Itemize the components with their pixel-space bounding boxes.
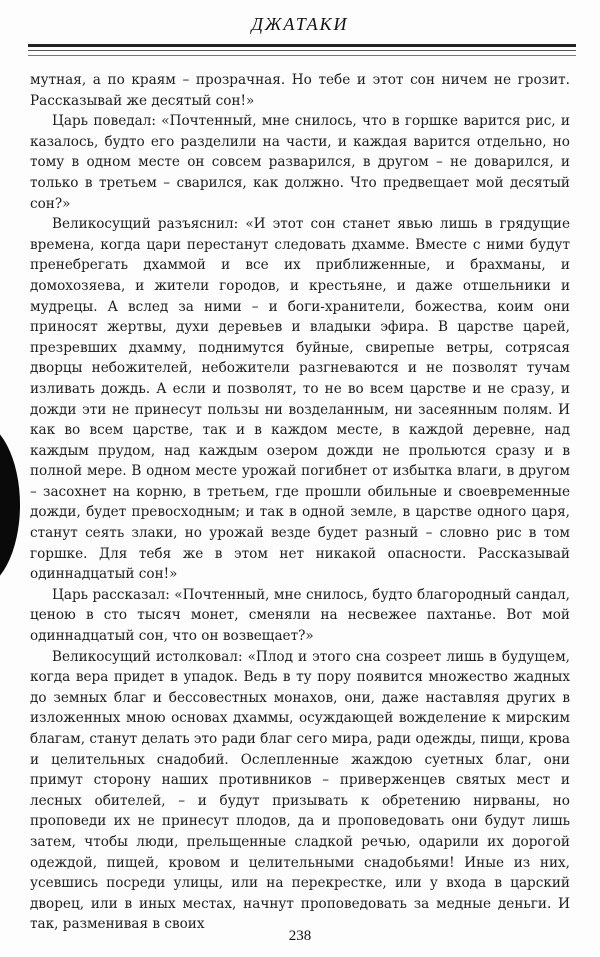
header-rule-thick bbox=[28, 44, 576, 47]
paragraph-continuation: мутная, а по краям – прозрачная. Но тебе и этот сон ничем не грозит. Рассказывай же десятый сон!» bbox=[30, 72, 570, 109]
paragraph: Великосущий разъяснил: «И этот сон станет явью лишь в грядущие времена, когда цари перестанут следовать дхамме. Вместе с ними будут пренебрегать дхаммой и все их приближенные, и брахманы, и домохозяева, и жители городов, и крестьяне, и даже отшельники и мудрецы. А вслед за ними – и боги-хранители, божества, коим они приносят жертвы, духи деревьев и владыки эфира. В царстве царей, презревших дхамму, поднимутся буйные, свирепые ветры, сотрясая дворцы небожителей, небожители разгневаются и не позволят тучам изливать дождь. А если и позволят, то не во всем царстве и не сразу, и дожди эти не принесут пользы ни возделанным, ни засеянным полям. И как во всем царстве, так и в каждом месте, в каждой деревне, над каждым прудом, над каждым озером дожди не прольются сразу и в полной мере. В одном месте урожай погибнет от избытка влаги, в другом – засохнет на корню, в третьем, где прошли обильные и своевременные дожди, будет превосходным; и так в одной земле, в царстве одного царя, станут сеять злаки, но урожай везде будет разный – словно рис в том горшке. Для тебя же в этом нет никакой опасности. Рассказывай одиннадцатый сон!» bbox=[30, 216, 570, 583]
page-number: 238 bbox=[288, 928, 312, 944]
body-text bbox=[30, 70, 570, 935]
running-header: ДЖАТАКИ bbox=[251, 14, 349, 34]
paragraph: Царь поведал: «Почтенный, мне снилось, что в горшке варится рис, и казалось, будто его разделили на части, и каждая варится отдельно, но тому в одном месте он совсем разварился, в другом – не доварился, и только в третьем – сварился, как должно. Что предвещает мой десятый сон?» bbox=[30, 113, 570, 212]
binding-shadow bbox=[0, 420, 20, 590]
header-rule-thin bbox=[28, 50, 576, 51]
header-rule-thin-2 bbox=[28, 55, 576, 56]
paragraph: Царь рассказал: «Почтенный, мне снилось, будто благородный сандал, ценою в сто тысяч монет, сменяли на несвежее пахтанье. Вот мой одиннадцатый сон, что он возвещает?» bbox=[30, 586, 570, 645]
paragraph: Великосущий истолковал: «Плод и этого сна созреет лишь в будущем, когда вера придет в упадок. Ведь в ту пору появится множество жадных до земных благ и бессовестных монахов, они, даже наставляя других в изложенных мною основах дхаммы, осуждающей вожделение к мирским благам, станут делать это ради благ сего мира, ради одежды, пищи, крова и целительных снадобий. Ослепленные жаждою суетных благ, они примут сторону наших противников – приверженцев святых мест и лесных обителей, – и будут призывать к обретению нирваны, но проповеди их не принесут плодов, да и проповедовать они будут лишь затем, чтобы люди, прельщенные сладкой речью, одарили их дорогой одеждой, пищей, кровом и целительными снадобьями! Иные из них, усевшись посреди улицы, или на перекрестке, или у входа в царский дворец, или в иных местах, начнут проповедовать за медные деньги. И так, разменивая в своих bbox=[30, 648, 570, 933]
